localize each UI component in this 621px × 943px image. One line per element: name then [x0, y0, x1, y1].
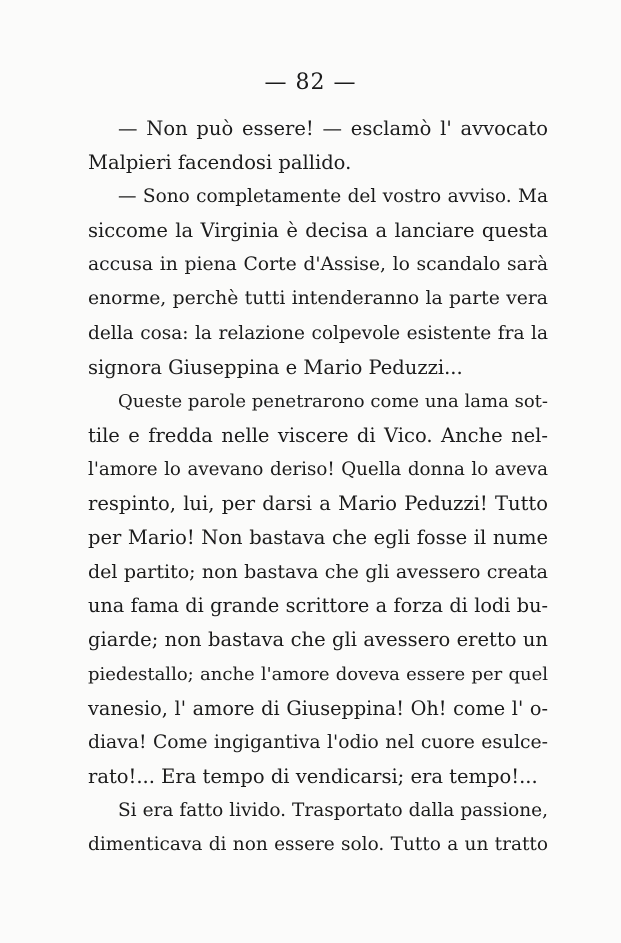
- text-line: enorme, perchè tutti intenderanno la parte vera: [88, 288, 548, 310]
- text-line: accusa in piena Corte d'Assise, lo scandalo sarà: [88, 254, 548, 276]
- text-line: piedestallo; anche l'amore doveva essere per quel: [88, 663, 548, 685]
- text-line: giarde; non bastava che gli avessero eretto un: [88, 628, 548, 652]
- text-line: respinto, lui, per darsi a Mario Peduzzi! Tutto: [88, 492, 548, 516]
- text-line: siccome la Virginia è decisa a lanciare questa: [88, 219, 548, 243]
- page-number: — 82 —: [264, 70, 357, 95]
- text-line: rato!... Era tempo di vendicarsi; era tempo!...: [88, 764, 538, 788]
- text-line: — Non può essere! — esclamò l' avvocato: [118, 117, 548, 140]
- text-line: signora Giuseppina e Mario Peduzzi...: [88, 355, 463, 379]
- text-line: diava! Come ingigantiva l'odio nel cuore esulce-: [88, 731, 548, 753]
- text-line: Malpieri facendosi pallido.: [88, 151, 352, 175]
- text-line: Si era fatto livido. Trasportato dalla passione,: [118, 799, 548, 821]
- text-line: del partito; non bastava che gli avessero creata: [88, 561, 548, 584]
- body-text: [88, 112, 548, 862]
- text-line: tile e fredda nelle viscere di Vico. Anche nel-: [88, 423, 548, 447]
- text-line: Queste parole penetrarono come una lama sot-: [118, 390, 548, 412]
- text-line: una fama di grande scrittore a forza di lodi bu-: [88, 594, 548, 618]
- text-line: della cosa: la relazione colpevole esistente fra la: [88, 322, 548, 344]
- text-line: vanesio, l' amore di Giuseppina! Oh! come l' o-: [88, 696, 548, 720]
- text-line: l'amore lo avevano deriso! Quella donna lo aveva: [88, 458, 548, 480]
- text-line: — Sono completamente del vostro avviso. Ma: [118, 186, 548, 208]
- text-line: per Mario! Non bastava che egli fosse il nume: [88, 526, 548, 550]
- text-line: dimenticava di non essere solo. Tutto a un tratto: [88, 833, 548, 855]
